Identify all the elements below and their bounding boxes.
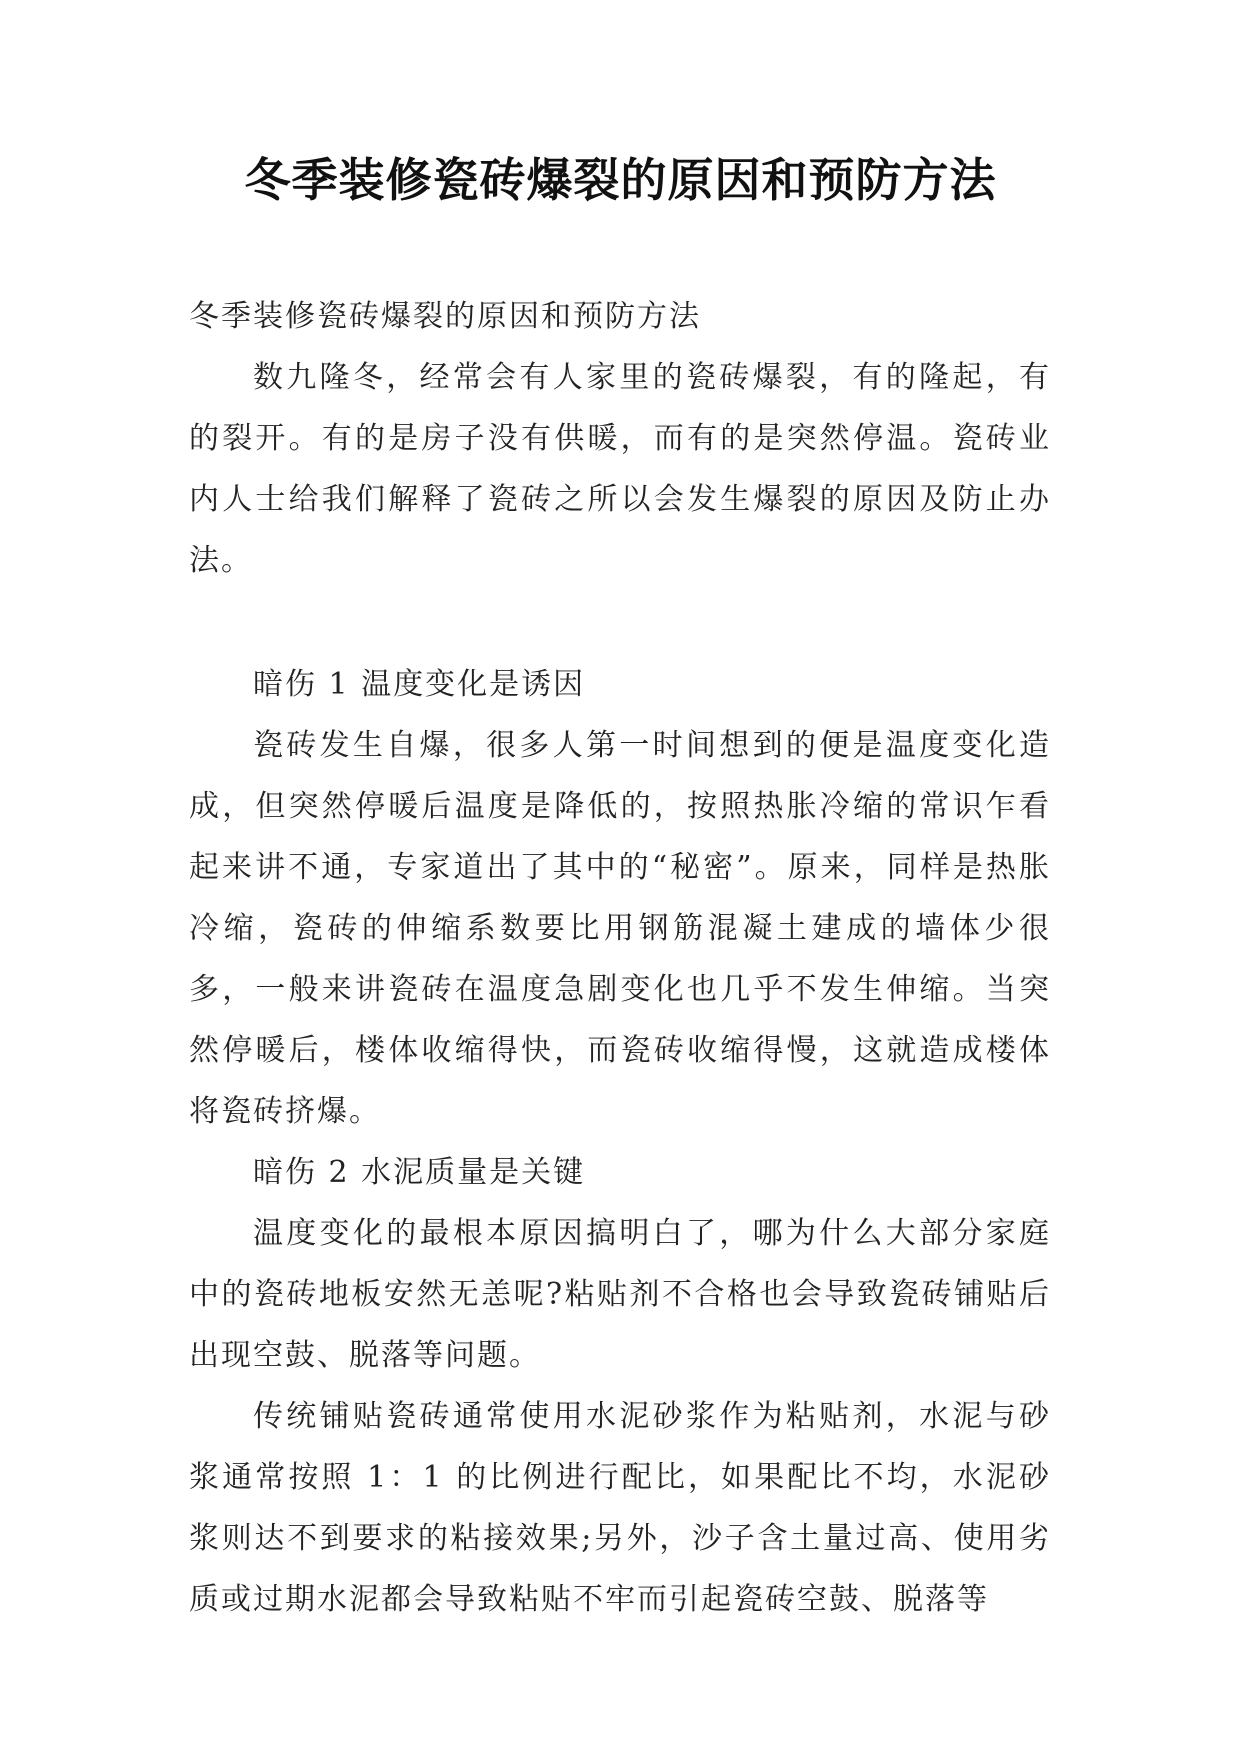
subtitle-paragraph: 冬季装修瓷砖爆裂的原因和预防方法 [189,299,701,334]
document-body [189,286,1051,1630]
intro-paragraph: 数九隆冬，经常会有人家里的瓷砖爆裂，有的隆起，有的裂开。有的是房子没有供暖，而有的是突然停温。瓷砖业内人士给我们解释了瓷砖之所以会发生爆裂的原因及防止办法。 [189,360,1051,578]
section-heading-1: 暗伤 1 温度变化是诱因 [253,667,586,702]
section-1-paragraph: 瓷砖发生自爆，很多人第一时间想到的便是温度变化造成，但突然停暖后温度是降低的，按照热胀冷缩的常识乍看起来讲不通，专家道出了其中的“秘密”。原来，同样是热胀冷缩，瓷砖的伸缩系数要比用钢筋混凝土建成的墙体少很多，一般来讲瓷砖在温度急剧变化也几乎不发生伸缩。当突然停暖后，楼体收缩得快，而瓷砖收缩得慢，这就造成楼体将瓷砖挤爆。 [189,728,1051,1129]
section-2-paragraph-1: 温度变化的最根本原因搞明白了，哪为什么大部分家庭中的瓷砖地板安然无恙呢?粘贴剂不合格也会导致瓷砖铺贴后出现空鼓、脱落等问题。 [189,1216,1051,1373]
document-title: 冬季装修瓷砖爆裂的原因和预防方法 [244,153,997,207]
paragraph-gap [189,591,1051,654]
section-2-paragraph-2: 传统铺贴瓷砖通常使用水泥砂浆作为粘贴剂，水泥与砂浆通常按照 1：1 的比例进行配比，如果配比不均，水泥砂浆则达不到要求的粘接效果;另外，沙子含土量过高、使用劣质或过期水泥都会导致粘贴不牢而引起瓷砖空鼓、脱落等 [189,1399,1051,1617]
section-heading-2: 暗伤 2 水泥质量是关键 [253,1155,586,1190]
